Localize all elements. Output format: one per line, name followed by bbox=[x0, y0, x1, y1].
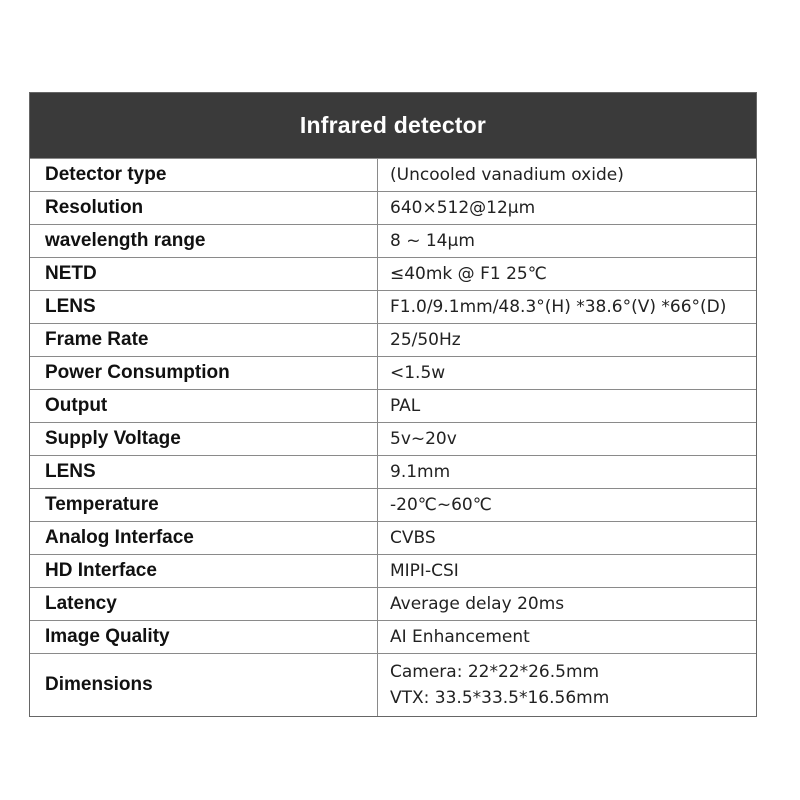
table-row-resolution bbox=[30, 191, 756, 224]
row-label: Detector type bbox=[30, 159, 378, 191]
row-label: Image Quality bbox=[30, 621, 378, 653]
row-value: 5v~20v bbox=[390, 429, 457, 449]
row-value: MIPI-CSI bbox=[390, 561, 459, 581]
table-row-output bbox=[30, 389, 756, 422]
table-row-analog-interface bbox=[30, 521, 756, 554]
row-value: F1.0/9.1mm/48.3°(H) *38.6°(V) *66°(D) bbox=[390, 297, 727, 317]
row-value: -20℃~60℃ bbox=[390, 495, 492, 515]
row-label: Resolution bbox=[30, 192, 378, 224]
table-row-lens-focal bbox=[30, 455, 756, 488]
table-row-latency bbox=[30, 587, 756, 620]
table-row-power-consumption bbox=[30, 356, 756, 389]
row-label: Frame Rate bbox=[30, 324, 378, 356]
table-row-hd-interface bbox=[30, 554, 756, 587]
table-row-dimensions bbox=[30, 653, 756, 716]
row-label: LENS bbox=[30, 456, 378, 488]
row-value: 640×512@12μm bbox=[390, 198, 536, 218]
spec-table bbox=[29, 92, 757, 717]
row-value: ≤40mk @ F1 25℃ bbox=[390, 264, 547, 284]
row-label: Output bbox=[30, 390, 378, 422]
table-row-image-quality bbox=[30, 620, 756, 653]
row-value: (Uncooled vanadium oxide) bbox=[390, 165, 624, 185]
table-row-temperature bbox=[30, 488, 756, 521]
row-label: Dimensions bbox=[30, 654, 378, 716]
table-row-wavelength-range bbox=[30, 224, 756, 257]
row-value: AI Enhancement bbox=[390, 627, 530, 647]
row-label: NETD bbox=[30, 258, 378, 290]
row-value: CVBS bbox=[390, 528, 436, 548]
row-label: LENS bbox=[30, 291, 378, 323]
row-label: Supply Voltage bbox=[30, 423, 378, 455]
table-row-detector-type bbox=[30, 158, 756, 191]
row-label: Latency bbox=[30, 588, 378, 620]
dimensions-camera: Camera: 22*22*26.5mm bbox=[390, 662, 600, 682]
blurred-caption bbox=[60, 52, 740, 84]
row-value bbox=[378, 654, 756, 716]
dimensions-vtx: VTX: 33.5*33.5*16.56mm bbox=[390, 688, 610, 708]
row-value: Average delay 20ms bbox=[390, 594, 565, 614]
row-label: Analog Interface bbox=[30, 522, 378, 554]
row-value: <1.5w bbox=[390, 363, 446, 383]
table-row-lens bbox=[30, 290, 756, 323]
row-label: HD Interface bbox=[30, 555, 378, 587]
table-row-supply-voltage bbox=[30, 422, 756, 455]
row-value: 9.1mm bbox=[390, 462, 451, 482]
table-title: Infrared detector bbox=[30, 93, 756, 158]
table-row-netd bbox=[30, 257, 756, 290]
row-label: Temperature bbox=[30, 489, 378, 521]
row-value: 8 ~ 14μm bbox=[390, 231, 475, 251]
row-value: 25/50Hz bbox=[390, 330, 461, 350]
table-row-frame-rate bbox=[30, 323, 756, 356]
row-label: wavelength range bbox=[30, 225, 378, 257]
row-value: PAL bbox=[390, 396, 421, 416]
row-label: Power Consumption bbox=[30, 357, 378, 389]
